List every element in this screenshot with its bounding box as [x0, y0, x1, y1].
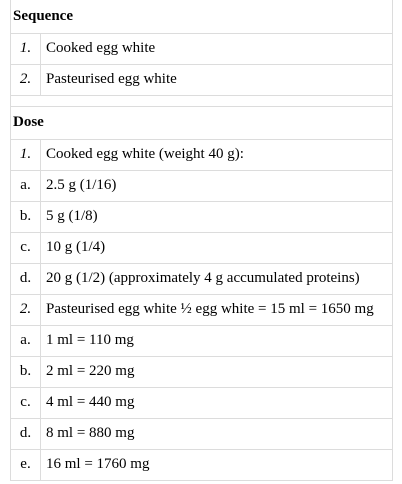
dose-step-row-2b	[11, 356, 393, 387]
dose-step-marker-2a: a.	[11, 325, 41, 356]
dose-group-marker-1: 1.	[11, 139, 41, 170]
dose-step-text-2d: 8 ml = 880 mg	[41, 418, 393, 449]
dose-protocol-sheet	[10, 0, 392, 481]
dose-group-row-1	[11, 139, 393, 170]
dose-step-text-1b: 5 g (1/8)	[41, 201, 393, 232]
dose-step-text-2a: 1 ml = 110 mg	[41, 325, 393, 356]
dose-step-text-2e: 16 ml = 1760 mg	[41, 449, 393, 480]
sequence-row-1	[11, 33, 393, 64]
dose-step-row-1d	[11, 263, 393, 294]
dose-step-row-2a	[11, 325, 393, 356]
dose-step-marker-2b: b.	[11, 356, 41, 387]
dose-group-text-2: Pasteurised egg white ½ egg white = 15 ml = 1650 mg	[41, 294, 393, 325]
spacer-cell	[11, 95, 393, 106]
dose-step-row-2d	[11, 418, 393, 449]
dose-heading: Dose	[11, 106, 393, 139]
dose-step-row-2e	[11, 449, 393, 480]
dose-step-marker-2d: d.	[11, 418, 41, 449]
dose-step-text-1d: 20 g (1/2) (approximately 4 g accumulated proteins)	[41, 263, 393, 294]
dose-step-row-1b	[11, 201, 393, 232]
sequence-heading: Sequence	[11, 0, 393, 33]
dose-step-marker-1b: b.	[11, 201, 41, 232]
sequence-row-2	[11, 64, 393, 95]
section-spacer	[11, 95, 393, 106]
dose-group-text-1: Cooked egg white (weight 40 g):	[41, 139, 393, 170]
dose-step-row-2c	[11, 387, 393, 418]
sequence-marker-2: 2.	[11, 64, 41, 95]
sequence-text-1: Cooked egg white	[41, 33, 393, 64]
dose-heading-row	[11, 106, 393, 139]
dose-step-marker-1c: c.	[11, 232, 41, 263]
dose-step-marker-2c: c.	[11, 387, 41, 418]
sequence-marker-1: 1.	[11, 33, 41, 64]
dose-group-marker-2: 2.	[11, 294, 41, 325]
dose-group-row-2	[11, 294, 393, 325]
dose-step-marker-1d: d.	[11, 263, 41, 294]
dose-protocol-table	[10, 0, 393, 481]
dose-step-text-1a: 2.5 g (1/16)	[41, 170, 393, 201]
dose-step-text-2c: 4 ml = 440 mg	[41, 387, 393, 418]
sequence-text-2: Pasteurised egg white	[41, 64, 393, 95]
dose-step-row-1c	[11, 232, 393, 263]
dose-step-marker-1a: a.	[11, 170, 41, 201]
dose-step-text-2b: 2 ml = 220 mg	[41, 356, 393, 387]
dose-step-marker-2e: e.	[11, 449, 41, 480]
sequence-heading-row	[11, 0, 393, 33]
dose-step-row-1a	[11, 170, 393, 201]
dose-step-text-1c: 10 g (1/4)	[41, 232, 393, 263]
